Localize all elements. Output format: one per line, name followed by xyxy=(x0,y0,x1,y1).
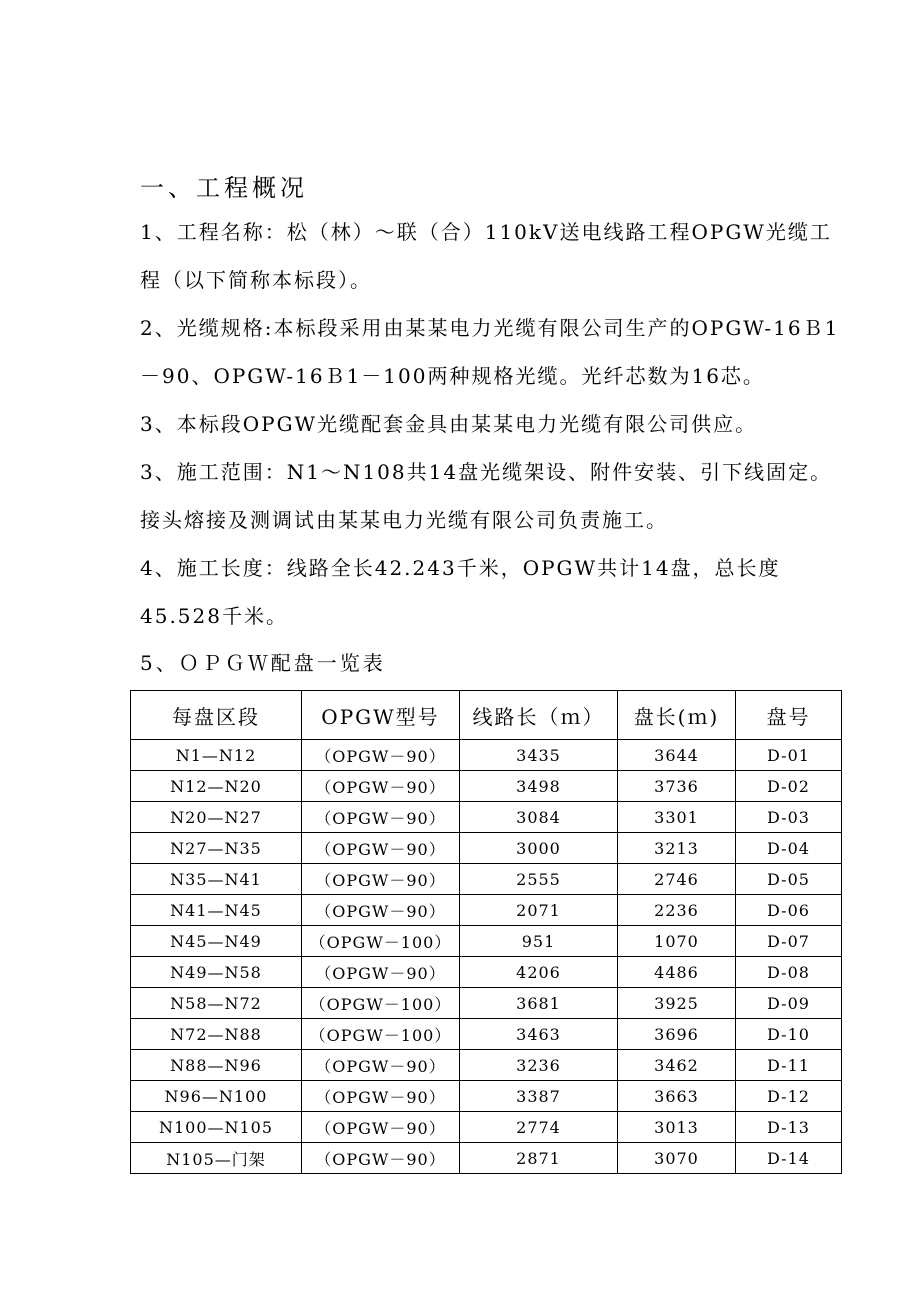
cell-section: N96—N100 xyxy=(131,1081,302,1112)
table-row xyxy=(131,1081,842,1112)
cell-model: （OPGW－90） xyxy=(302,1050,460,1081)
section-title: 一、工程概况 xyxy=(140,174,308,202)
cell-reel-length: 2236 xyxy=(618,895,736,926)
paragraph-construction-length: 4、施工长度：线路全长42.243千米，OPGW共计14盘，总长度45.528千米。 xyxy=(140,556,781,628)
cell-section: N27—N35 xyxy=(131,833,302,864)
opgw-reel-table xyxy=(130,690,842,1174)
cell-reel-length: 3644 xyxy=(618,740,736,771)
table-row xyxy=(131,833,842,864)
cell-line-length: 951 xyxy=(460,926,618,957)
table-row xyxy=(131,802,842,833)
cell-model: （OPGW－100） xyxy=(302,926,460,957)
cell-line-length: 2871 xyxy=(460,1143,618,1174)
cell-reel-number: D-09 xyxy=(736,988,842,1019)
cell-line-length: 2071 xyxy=(460,895,618,926)
table-header-row xyxy=(131,691,842,740)
header-reel-length: 盘长(ｍ) xyxy=(618,691,736,740)
table-row xyxy=(131,1019,842,1050)
cell-line-length: 3084 xyxy=(460,802,618,833)
cell-line-length: 3681 xyxy=(460,988,618,1019)
cell-section: N58—N72 xyxy=(131,988,302,1019)
cell-model: （OPGW－90） xyxy=(302,895,460,926)
table-title: 5、ＯＰＧＷ配盘一览表 xyxy=(140,651,386,675)
table-row xyxy=(131,1143,842,1174)
cell-section: N49—N58 xyxy=(131,957,302,988)
cell-line-length: 3000 xyxy=(460,833,618,864)
cell-reel-number: D-10 xyxy=(736,1019,842,1050)
cell-reel-length: 4486 xyxy=(618,957,736,988)
cell-reel-number: D-05 xyxy=(736,864,842,895)
cell-line-length: 3498 xyxy=(460,771,618,802)
cell-reel-length: 2746 xyxy=(618,864,736,895)
table-body xyxy=(131,740,842,1174)
cell-model: （OPGW－90） xyxy=(302,771,460,802)
cell-section: N105—门架 xyxy=(131,1143,302,1174)
cell-model: （OPGW－90） xyxy=(302,957,460,988)
cell-reel-length: 3013 xyxy=(618,1112,736,1143)
cell-reel-length: 3925 xyxy=(618,988,736,1019)
cell-reel-number: D-11 xyxy=(736,1050,842,1081)
cell-section: N1—N12 xyxy=(131,740,302,771)
cell-reel-number: D-12 xyxy=(736,1081,842,1112)
cell-model: （OPGW－90） xyxy=(302,833,460,864)
cell-section: N20—N27 xyxy=(131,802,302,833)
table-row xyxy=(131,926,842,957)
cell-line-length: 3236 xyxy=(460,1050,618,1081)
cell-reel-length: 3696 xyxy=(618,1019,736,1050)
table-row xyxy=(131,957,842,988)
cell-reel-length: 3301 xyxy=(618,802,736,833)
table-row xyxy=(131,740,842,771)
cell-model: （OPGW－90） xyxy=(302,864,460,895)
cell-reel-length: 3736 xyxy=(618,771,736,802)
cell-reel-length: 3070 xyxy=(618,1143,736,1174)
table-row xyxy=(131,771,842,802)
cell-model: （OPGW－100） xyxy=(302,988,460,1019)
cell-model: （OPGW－90） xyxy=(302,1143,460,1174)
cell-reel-number: D-07 xyxy=(736,926,842,957)
cell-reel-number: D-02 xyxy=(736,771,842,802)
paragraph-construction-scope: 3、施工范围：N1～N108共14盘光缆架设、附件安装、引下线固定。接头熔接及测调试由某某电力光缆有限公司负责施工。 xyxy=(140,460,833,532)
cell-reel-number: D-08 xyxy=(736,957,842,988)
cell-model: （OPGW－100） xyxy=(302,1019,460,1050)
cell-model: （OPGW－90） xyxy=(302,1112,460,1143)
header-model: OPGW型号 xyxy=(302,691,460,740)
cell-model: （OPGW－90） xyxy=(302,802,460,833)
cell-model: （OPGW－90） xyxy=(302,740,460,771)
cell-reel-length: 3663 xyxy=(618,1081,736,1112)
cell-section: N41—N45 xyxy=(131,895,302,926)
paragraph-project-name: 1、工程名称：松（林）～联（合）110kV送电线路工程OPGW光缆工程（以下简称本标段）。 xyxy=(140,220,832,292)
header-section: 每盘区段 xyxy=(131,691,302,740)
table-row xyxy=(131,1050,842,1081)
cell-section: N100—N105 xyxy=(131,1112,302,1143)
cell-section: N12—N20 xyxy=(131,771,302,802)
table-row xyxy=(131,1112,842,1143)
cell-line-length: 4206 xyxy=(460,957,618,988)
cell-section: N45—N49 xyxy=(131,926,302,957)
cell-model: （OPGW－90） xyxy=(302,1081,460,1112)
cell-line-length: 2774 xyxy=(460,1112,618,1143)
cell-section: N88—N96 xyxy=(131,1050,302,1081)
cell-reel-length: 3213 xyxy=(618,833,736,864)
cell-line-length: 3435 xyxy=(460,740,618,771)
header-line-length: 线路长（ｍ） xyxy=(460,691,618,740)
cell-line-length: 2555 xyxy=(460,864,618,895)
cell-reel-number: D-06 xyxy=(736,895,842,926)
cell-reel-number: D-13 xyxy=(736,1112,842,1143)
paragraph-cable-spec: 2、光缆规格:本标段采用由某某电力光缆有限公司生产的OPGW-16Ｂ1－90、OPGW-16Ｂ1－100两种规格光缆。光纤芯数为16芯。 xyxy=(140,316,840,388)
paragraph-fittings-supply: 3、本标段OPGW光缆配套金具由某某电力光缆有限公司供应。 xyxy=(140,412,758,436)
table-row xyxy=(131,895,842,926)
cell-line-length: 3387 xyxy=(460,1081,618,1112)
cell-line-length: 3463 xyxy=(460,1019,618,1050)
cell-section: N72—N88 xyxy=(131,1019,302,1050)
cell-reel-number: D-14 xyxy=(736,1143,842,1174)
table-row xyxy=(131,864,842,895)
cell-reel-number: D-04 xyxy=(736,833,842,864)
cell-reel-length: 1070 xyxy=(618,926,736,957)
cell-reel-length: 3462 xyxy=(618,1050,736,1081)
header-reel-number: 盘号 xyxy=(736,691,842,740)
table-row xyxy=(131,988,842,1019)
cell-reel-number: D-03 xyxy=(736,802,842,833)
cell-reel-number: D-01 xyxy=(736,740,842,771)
cell-section: N35—N41 xyxy=(131,864,302,895)
